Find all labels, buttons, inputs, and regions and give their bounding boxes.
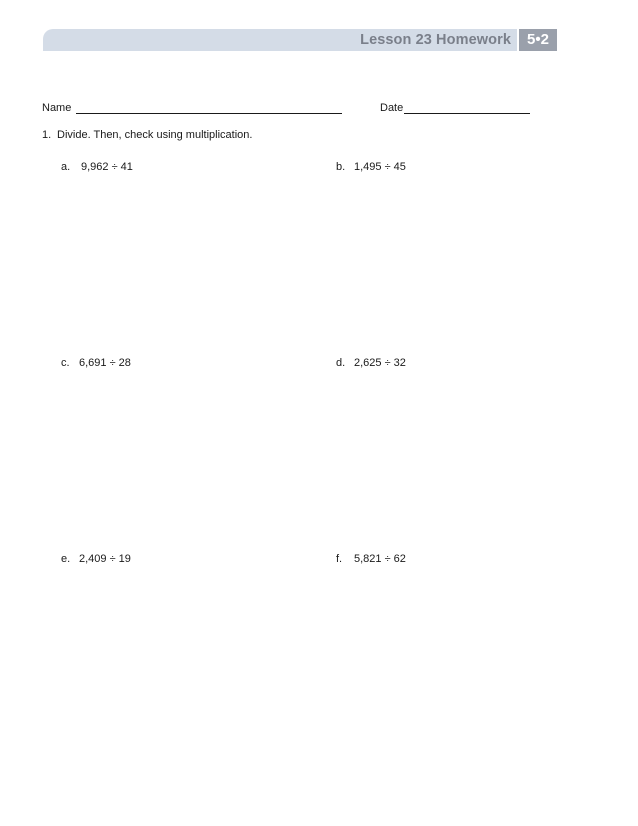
problem-letter: d.	[336, 357, 346, 369]
date-label: Date	[380, 102, 404, 114]
problem-b	[336, 160, 406, 174]
problem-letter: f.	[336, 553, 343, 565]
problem-letter: b.	[336, 161, 346, 173]
question-instruction	[42, 128, 252, 142]
date-input-line[interactable]	[404, 113, 530, 114]
problem-letter: c.	[61, 357, 70, 369]
module-badge: 5•2	[519, 29, 557, 51]
problem-expression: 9,962 ÷ 41	[81, 161, 133, 173]
problem-letter: e.	[61, 553, 71, 565]
problem-expression: 6,691 ÷ 28	[79, 357, 131, 369]
problem-d	[336, 356, 406, 370]
name-input-line[interactable]	[76, 113, 342, 114]
problem-c	[61, 356, 131, 370]
problem-expression: 2,625 ÷ 32	[354, 357, 406, 369]
lesson-title: Lesson 23 Homework	[360, 32, 511, 48]
problem-f	[336, 552, 406, 566]
question-number: 1.	[42, 129, 52, 141]
problem-expression: 5,821 ÷ 62	[354, 553, 406, 565]
problem-a	[61, 160, 133, 174]
problem-letter: a.	[61, 161, 71, 173]
problem-expression: 2,409 ÷ 19	[79, 553, 131, 565]
instruction-text: Divide. Then, check using multiplication.	[57, 129, 253, 141]
problem-e	[61, 552, 131, 566]
problem-expression: 1,495 ÷ 45	[354, 161, 406, 173]
name-label: Name	[42, 102, 72, 114]
